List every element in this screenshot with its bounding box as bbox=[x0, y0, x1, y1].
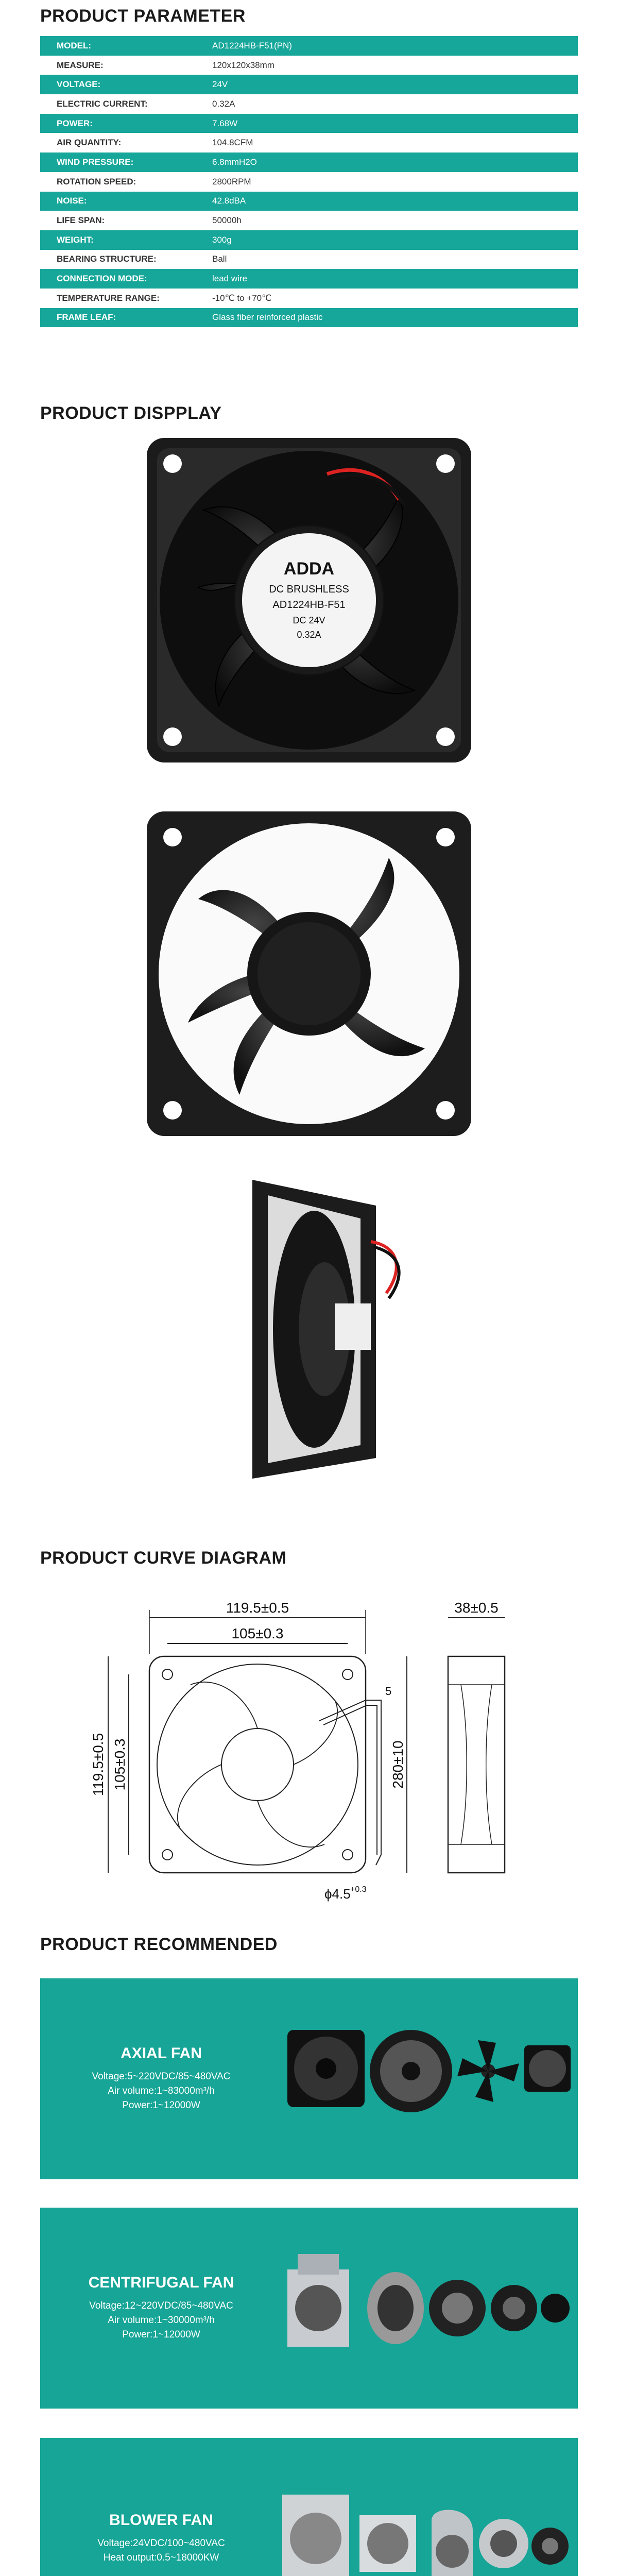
rec-line: Power:1~12000W bbox=[122, 2100, 200, 2111]
parameter-row bbox=[40, 152, 578, 172]
parameter-table bbox=[40, 36, 578, 327]
dim-hole-sup: +0.3 bbox=[350, 1885, 367, 1894]
parameter-row bbox=[40, 172, 578, 192]
parameter-row bbox=[40, 308, 578, 328]
fan-label-line1: DC BRUSHLESS bbox=[269, 584, 349, 595]
parameter-value: 2800RPM bbox=[212, 176, 251, 187]
dim-depth: 38±0.5 bbox=[454, 1600, 499, 1616]
parameter-value: AD1224HB-F51(PN) bbox=[212, 40, 292, 50]
parameter-key: MEASURE: bbox=[57, 60, 104, 70]
parameter-key: FRAME LEAF: bbox=[57, 312, 116, 323]
recommended-blower-banner[interactable] bbox=[40, 2438, 578, 2576]
fan-back-image bbox=[142, 806, 476, 1141]
parameter-value: 0.32A bbox=[212, 98, 235, 109]
parameter-row bbox=[40, 75, 578, 94]
rec-line: Voltage:12~220VDC/85~480VAC bbox=[89, 2300, 233, 2311]
rec-line: Power:1~12000W bbox=[122, 2329, 200, 2340]
parameter-value: 7.68W bbox=[212, 118, 238, 128]
parameter-value: 6.8mmH2O bbox=[212, 157, 257, 167]
rec-title: CENTRIFUGAL FAN bbox=[88, 2274, 234, 2291]
dim-outer-left: 119.5±0.5 bbox=[90, 1733, 106, 1797]
fan-side-image bbox=[206, 1170, 412, 1484]
fan-label-line2: AD1224HB-F51 bbox=[272, 599, 346, 611]
parameter-key: LIFE SPAN: bbox=[57, 215, 105, 226]
parameter-row bbox=[40, 94, 578, 114]
parameter-row bbox=[40, 289, 578, 308]
parameter-key: ROTATION SPEED: bbox=[57, 176, 136, 187]
parameter-row bbox=[40, 56, 578, 75]
parameter-row bbox=[40, 211, 578, 230]
parameter-key: MODEL: bbox=[57, 40, 92, 50]
rec-title: BLOWER FAN bbox=[109, 2512, 213, 2529]
parameter-key: NOISE: bbox=[57, 196, 87, 206]
dim-hole: ϕ4.5 bbox=[324, 1886, 351, 1902]
dim-five: 5 bbox=[385, 1685, 392, 1698]
recommended-centrifugal-banner[interactable] bbox=[40, 2208, 578, 2409]
parameter-value: 50000h bbox=[212, 215, 242, 226]
parameter-key: TEMPERATURE RANGE: bbox=[57, 293, 160, 303]
centrifugal-fans-image bbox=[277, 2244, 571, 2372]
parameter-key: VOLTAGE: bbox=[57, 79, 101, 90]
recommended-axial-banner[interactable] bbox=[40, 1978, 578, 2179]
parameter-key: WIND PRESSURE: bbox=[57, 157, 134, 167]
parameter-key: POWER: bbox=[57, 118, 93, 128]
parameter-row bbox=[40, 269, 578, 289]
parameter-value: Ball bbox=[212, 254, 227, 264]
parameter-value: 104.8CFM bbox=[212, 138, 253, 148]
section-title-display: PRODUCT DISPPLAY bbox=[40, 403, 222, 423]
parameter-value: 42.8dBA bbox=[212, 196, 246, 206]
blower-fans-image bbox=[277, 2474, 571, 2576]
parameter-value: -10℃ to +70℃ bbox=[212, 293, 272, 303]
rec-title: AXIAL FAN bbox=[121, 2045, 202, 2062]
parameter-row bbox=[40, 36, 578, 56]
parameter-row bbox=[40, 250, 578, 269]
parameter-row bbox=[40, 133, 578, 152]
parameter-key: ELECTRIC CURRENT: bbox=[57, 98, 148, 109]
parameter-value: 24V bbox=[212, 79, 228, 90]
parameter-row bbox=[40, 230, 578, 250]
parameter-key: BEARING STRUCTURE: bbox=[57, 254, 157, 264]
rec-line: Air volume:1~83000m³/h bbox=[108, 2086, 215, 2096]
section-title-recommended: PRODUCT RECOMMENDED bbox=[40, 1935, 278, 1954]
dimension-drawing bbox=[77, 1597, 541, 1917]
parameter-key: AIR QUANTITY: bbox=[57, 138, 122, 148]
fan-front-label-image bbox=[142, 433, 476, 768]
dim-outer-top: 119.5±0.5 bbox=[226, 1600, 289, 1616]
parameter-value: lead wire bbox=[212, 274, 248, 284]
dim-inner-left: 105±0.3 bbox=[112, 1738, 128, 1791]
parameter-key: CONNECTION MODE: bbox=[57, 274, 147, 284]
parameter-value: 300g bbox=[212, 234, 232, 245]
axial-fans-image bbox=[282, 2009, 571, 2148]
fan-brand-text: ADDA bbox=[283, 559, 335, 579]
section-title-curve: PRODUCT CURVE DIAGRAM bbox=[40, 1548, 287, 1568]
parameter-value: 120x120x38mm bbox=[212, 60, 274, 70]
dim-inner-top: 105±0.3 bbox=[231, 1625, 284, 1641]
parameter-key: WEIGHT: bbox=[57, 234, 94, 245]
fan-label-line4: 0.32A bbox=[297, 630, 321, 640]
rec-line: Voltage:24VDC/100~480VAC bbox=[97, 2538, 225, 2549]
fan-label-line3: DC 24V bbox=[293, 615, 325, 625]
dim-wire: 280±10 bbox=[390, 1740, 406, 1789]
parameter-row bbox=[40, 192, 578, 211]
rec-line: Air volume:1~30000m³/h bbox=[108, 2315, 215, 2326]
rec-line: Heat output:0.5~18000KW bbox=[103, 2552, 219, 2563]
rec-line: Voltage:5~220VDC/85~480VAC bbox=[92, 2071, 231, 2082]
parameter-value: Glass fiber reinforced plastic bbox=[212, 312, 323, 323]
parameter-row bbox=[40, 114, 578, 133]
section-title-parameter: PRODUCT PARAMETER bbox=[40, 6, 246, 26]
